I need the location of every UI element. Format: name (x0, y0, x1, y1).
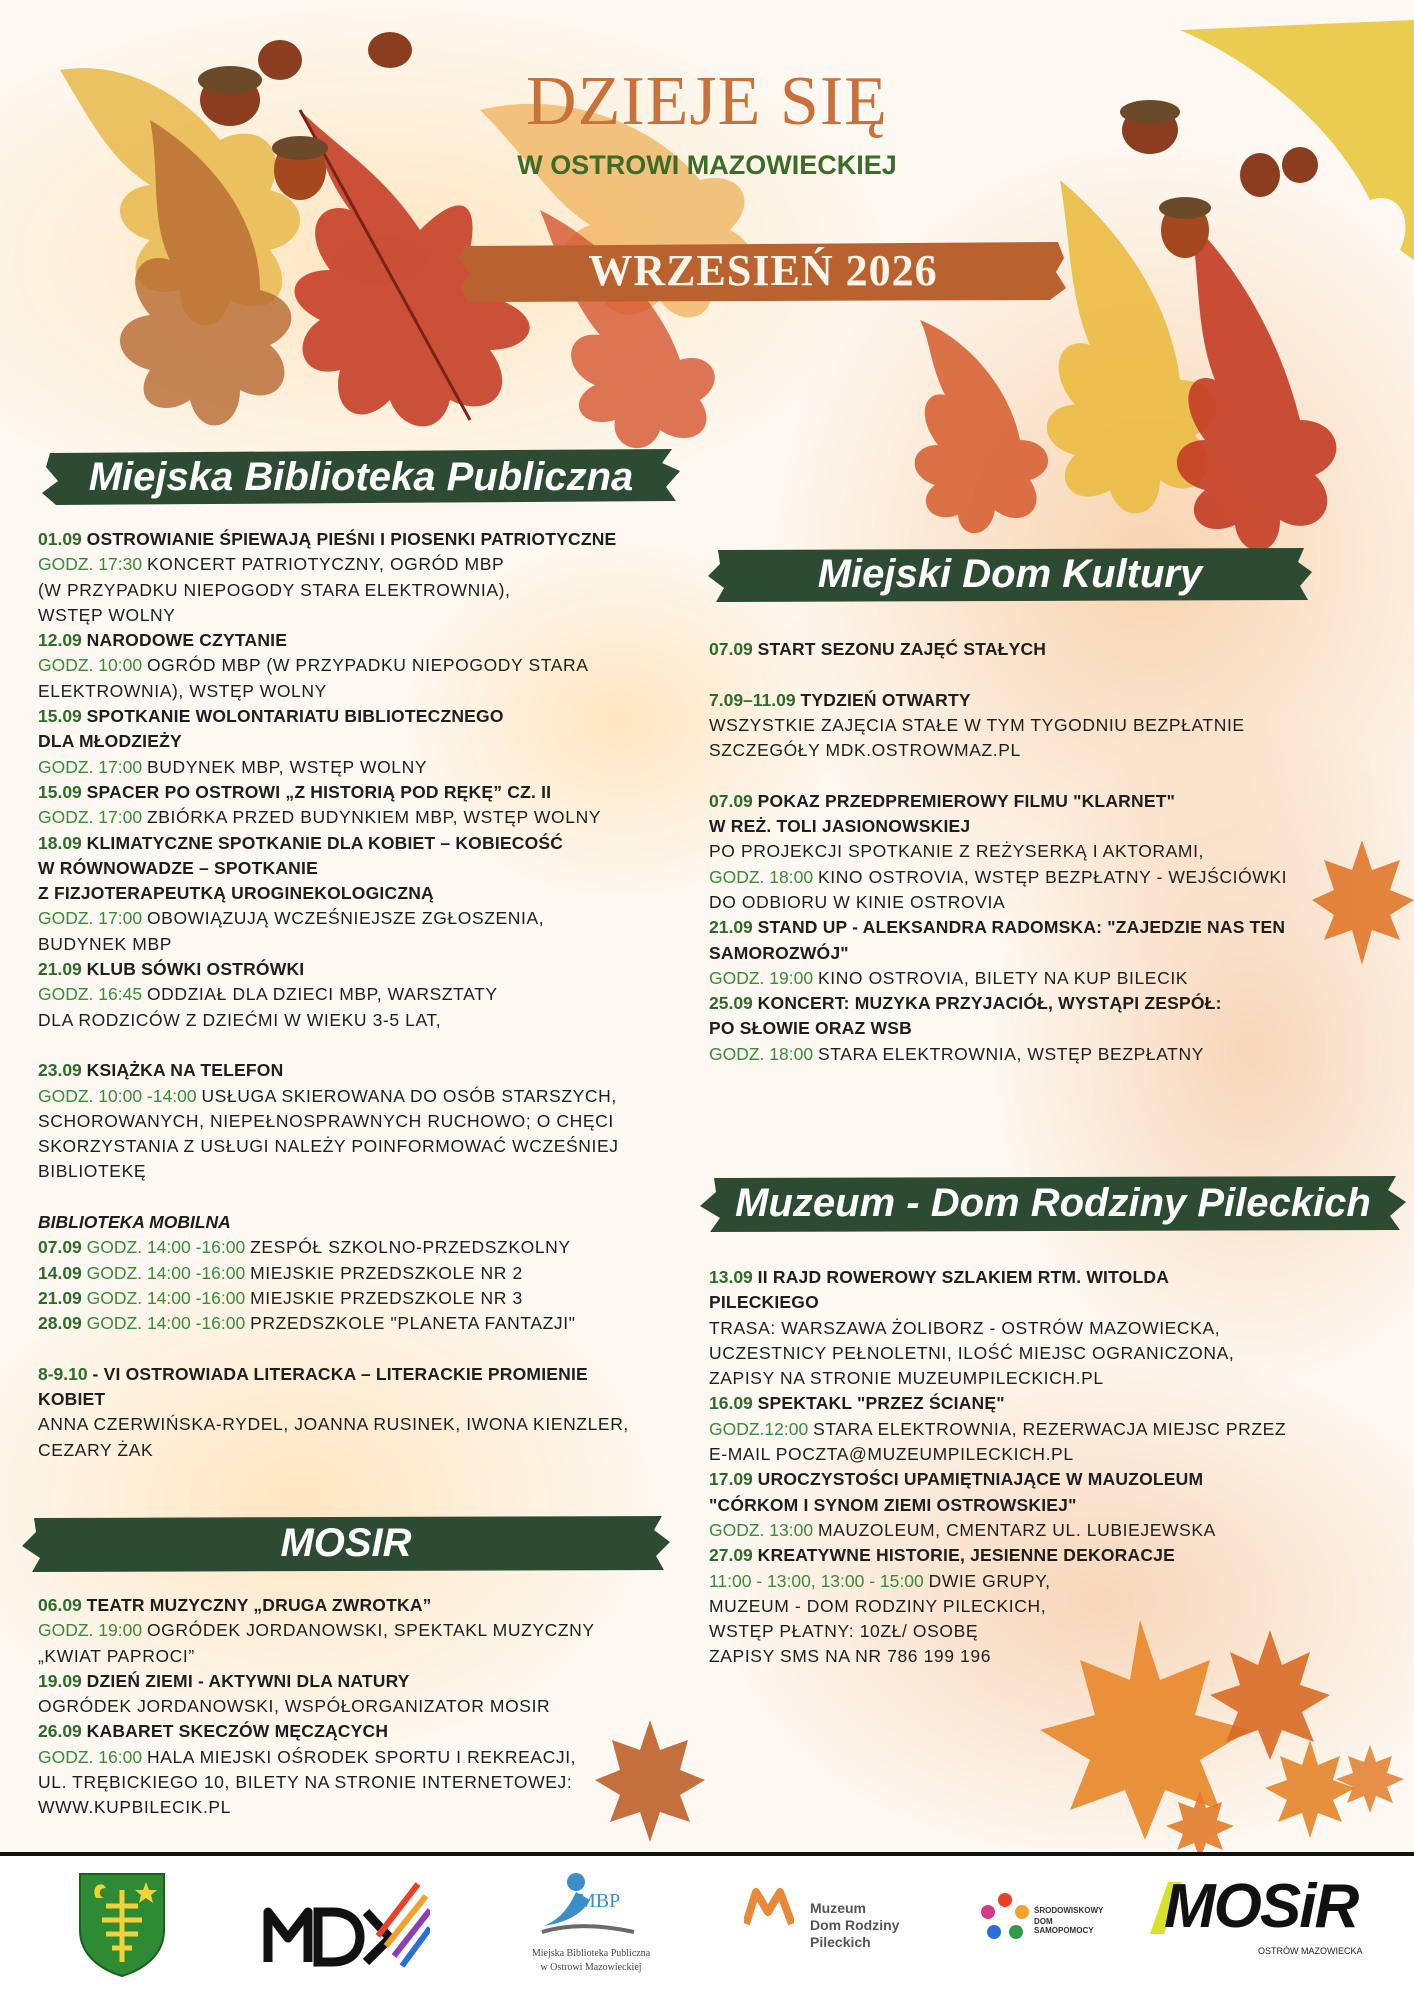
event-line (38, 1412, 698, 1437)
event-title: KOBIET (38, 1389, 106, 1410)
event-details: BIBLIOTEKĘ (38, 1161, 147, 1182)
event-details: ELEKTROWNIA), WSTĘP WOLNY (38, 680, 327, 701)
event-line (38, 1109, 698, 1134)
mbp-name-line1: Miejska Biblioteka Publiczna (531, 1948, 651, 1959)
event-details: KINO OSTROVIA, BILETY NA KUP BILECIK (817, 967, 1189, 988)
event-line (709, 1442, 1399, 1467)
event-line (38, 1008, 698, 1033)
event-details: KONCERT PATRIOTYCZNY, OGRÓD MBP (146, 554, 505, 575)
event-details: ZAPISY SMS NA NR 786 199 196 (709, 1646, 992, 1667)
event-time: GODZ. 10:00 -14:00 (38, 1085, 197, 1106)
muzeum-logo (744, 1882, 914, 1972)
event-time: GODZ. 10:00 (38, 655, 143, 676)
spacer (709, 763, 1389, 788)
banner-mosir (22, 1512, 670, 1574)
event-line (709, 1619, 1399, 1644)
event-line (38, 906, 698, 931)
event-time: GODZ. 19:00 (709, 967, 814, 988)
event-details: OGRÓDEK JORDANOWSKI, SPEKTAKL MUZYCZNY (146, 1620, 595, 1641)
event-title: OSTROWIANIE ŚPIEWAJĄ PIEŚNI I PIOSENKI PATRIOTYCZNE (86, 529, 617, 549)
event-details: WSTĘP PŁATNY: 10ZŁ/ OSOBĘ (709, 1621, 979, 1642)
event-line (38, 1261, 698, 1286)
event-line (38, 1770, 698, 1795)
event-details: „KWIAT PAPROCI” (38, 1645, 195, 1666)
event-title: KSIĄŻKA NA TELEFON (86, 1060, 284, 1081)
event-time: GODZ. 17:00 (38, 807, 143, 828)
event-time: 11:00 - 13:00, 13:00 - 15:00 (709, 1570, 924, 1591)
event-line (709, 991, 1389, 1016)
sds-logo (978, 1890, 1108, 1960)
event-title: KABARET SKECZÓW MĘCZĄCYCH (86, 1721, 389, 1742)
event-time: GODZ. 16:00 (38, 1746, 143, 1767)
event-title: PILECKIEGO (709, 1292, 819, 1313)
event-time: GODZ. 19:00 (38, 1620, 143, 1641)
banner-muzeum-title: Muzeum - Dom Rodziny Pileckich (735, 1180, 1371, 1225)
event-date: 21.09 (709, 917, 753, 938)
event-date: 19.09 (38, 1670, 82, 1691)
event-details: ZESPÓŁ SZKOLNO-PRZEDSZKOLNY (250, 1237, 571, 1258)
event-line (38, 578, 698, 603)
event-date: 13.09 (709, 1267, 753, 1287)
event-date: 16.09 (709, 1393, 753, 1414)
event-line (38, 881, 698, 906)
event-title: DLA MŁODZIEŻY (38, 731, 182, 752)
muzeum-logo-icon (744, 1888, 794, 1926)
event-title: KONCERT: MUZYKA PRZYJACIÓŁ, WYSTĄPI ZESPÓŁ: (757, 993, 1222, 1014)
event-title: W RÓWNOWADZE – SPOTKANIE (38, 857, 318, 878)
event-line (709, 915, 1389, 940)
event-line (709, 814, 1389, 839)
event-details: OGRÓDEK JORDANOWSKI, WSPÓŁORGANIZATOR MOSIR (38, 1696, 551, 1717)
event-line (38, 552, 698, 577)
page-title: DZIEJE SIĘ (526, 63, 888, 140)
muzeum-events (709, 1265, 1399, 1670)
event-line (709, 1016, 1389, 1041)
event-title: PO SŁOWIE ORAZ WSB (709, 1018, 912, 1039)
event-title: KLUB SÓWKI OSTRÓWKI (86, 959, 305, 980)
event-details: STARA ELEKTROWNIA, REZERWACJA MIEJSC PRZEZ (813, 1418, 1287, 1439)
event-line (709, 1569, 1399, 1594)
event-line (38, 527, 698, 552)
event-details: PRZEDSZKOLE "PLANETA FANTAZJI" (250, 1313, 576, 1334)
event-details: MIEJSKIE PRZEDSZKOLE NR 3 (250, 1287, 523, 1308)
event-line (709, 865, 1389, 890)
event-time: GODZ. 13:00 (709, 1519, 814, 1540)
event-title: KREATYWNE HISTORIE, JESIENNE DEKORACJE (757, 1545, 1175, 1566)
event-date: 07.09 (709, 790, 753, 811)
event-details: ANNA CZERWIŃSKA-RYDEL, JOANNA RUSINEK, IWONA KIENZLER, (38, 1414, 629, 1435)
event-time: GODZ.12:00 (709, 1418, 809, 1439)
event-details: KINO OSTROVIA, WSTĘP BEZPŁATNY - WEJŚCIÓWKI (817, 866, 1288, 887)
event-line (38, 1134, 698, 1159)
event-line (38, 679, 698, 704)
event-title: TEATR MUZYCZNY „DRUGA ZWROTKA” (86, 1595, 432, 1615)
event-line (709, 688, 1389, 713)
event-title: W REŻ. TOLI JASIONOWSKIEJ (709, 816, 971, 837)
event-line (38, 1745, 698, 1770)
mosir-logo (1146, 1872, 1372, 1972)
banner-mdk (708, 544, 1312, 604)
event-title: SAMOROZWÓJ" (709, 942, 849, 963)
event-time: GODZ. 17:00 (38, 756, 143, 777)
event-details: SCHOROWANYCH, NIEPEŁNOSPRAWNYCH RUCHOWO; O CHĘCI (38, 1110, 614, 1131)
event-details: ZBIÓRKA PRZED BUDYNKIEM MBP, WSTĘP WOLNY (146, 807, 602, 828)
event-line (709, 1391, 1399, 1416)
event-line (38, 1795, 698, 1820)
event-line (709, 789, 1389, 814)
event-date: 21.09 (38, 1287, 82, 1308)
event-details: DLA RODZICÓW Z DZIEĆMI W WIEKU 3-5 LAT, (38, 1009, 442, 1030)
event-title: Z FIZJOTERAPEUTKĄ UROGINEKOLOGICZNĄ (38, 883, 434, 904)
event-line (709, 738, 1389, 763)
event-line (38, 780, 698, 805)
event-line (709, 637, 1389, 662)
event-details: STARA ELEKTROWNIA, WSTĘP BEZPŁATNY (817, 1043, 1204, 1064)
event-line (709, 890, 1389, 915)
footer-logos (0, 1856, 1414, 2000)
event-details: TRASA: WARSZAWA ŻOLIBORZ - OSTRÓW MAZOWIECKA, (709, 1317, 1221, 1338)
event-time: GODZ. 17:30 (38, 554, 143, 575)
event-date: 7.09–11.09 (709, 689, 796, 710)
event-line (709, 1644, 1399, 1669)
event-details: USŁUGA SKIEROWANA DO OSÓB STARSZYCH, (201, 1085, 617, 1106)
event-line (709, 1290, 1399, 1315)
event-line (38, 1210, 698, 1235)
sds-line1: ŚRODOWISKOWY (1034, 1906, 1104, 1915)
event-line (709, 1493, 1399, 1518)
mbp-logo (516, 1870, 666, 1990)
event-line (709, 1417, 1399, 1442)
event-time: GODZ. 14:00 -16:00 (86, 1287, 246, 1308)
event-line (38, 1286, 698, 1311)
event-line (38, 1694, 698, 1719)
event-line (709, 966, 1389, 991)
mbp-events (38, 527, 698, 1463)
event-title: SPOTKANIE WOLONTARIATU BIBLIOTECZNEGO (86, 706, 504, 727)
event-time: GODZ. 16:45 (38, 984, 143, 1005)
event-date: 12.09 (38, 630, 82, 651)
banner-mbp-title: Miejska Biblioteka Publiczna (88, 454, 634, 499)
event-details: DO ODBIORU W KINIE OSTROVIA (709, 891, 1006, 912)
event-date: 27.09 (709, 1545, 753, 1566)
event-time: GODZ. 18:00 (709, 1043, 814, 1064)
event-line (38, 805, 698, 830)
event-time: GODZ. 18:00 (709, 866, 814, 887)
event-line (38, 755, 698, 780)
event-details: UL. TRĘBICKIEGO 10, BILETY NA STRONIE INTERNETOWEJ: (38, 1772, 573, 1793)
event-details: SKORZYSTANIA Z USŁUGI NALEŻY POINFORMOWAĆ WCZEŚNIEJ (38, 1136, 619, 1157)
event-title: START SEZONU ZAJĘĆ STAŁYCH (757, 639, 1047, 659)
event-time: GODZ. 14:00 -16:00 (86, 1262, 246, 1283)
event-line (38, 932, 698, 957)
mdk-events (709, 637, 1389, 1067)
event-details: BUDYNEK MBP (38, 933, 172, 954)
muzeum-line1: Muzeum (810, 1900, 866, 1916)
event-line (709, 1518, 1399, 1543)
event-line (38, 1593, 698, 1618)
event-line (38, 1362, 698, 1387)
event-details: HALA MIEJSKI OŚRODEK SPORTU I REKREACJI, (146, 1746, 577, 1767)
mbp-short: MBP (578, 1890, 621, 1912)
event-line (38, 1311, 698, 1336)
event-title: SPEKTAKL "PRZEZ ŚCIANĘ" (757, 1393, 1005, 1414)
event-line (709, 713, 1389, 738)
spacer (709, 662, 1389, 687)
event-details: ZAPISY NA STRONIE MUZEUMPILECKICH.PL (709, 1368, 1104, 1389)
event-time: GODZ. 14:00 -16:00 (86, 1237, 246, 1258)
event-details: SZCZEGÓŁY MDK.OSTROWMAZ.PL (709, 740, 1021, 761)
event-date: 25.09 (709, 993, 753, 1014)
event-line (38, 653, 698, 678)
page-subtitle: W OSTROWI MAZOWIECKIEJ (517, 150, 897, 180)
event-line (38, 856, 698, 881)
muzeum-line2: Dom Rodziny (810, 1917, 900, 1933)
coat-of-arms-icon (76, 1870, 168, 1978)
event-line (38, 831, 698, 856)
event-date: 8-9.10 (38, 1363, 88, 1384)
event-details: WSTĘP WOLNY (38, 604, 176, 625)
event-details: CEZARY ŻAK (38, 1439, 154, 1460)
event-title: KLIMATYCZNE SPOTKANIE DLA KOBIET – KOBIECOŚĆ (86, 832, 564, 853)
event-line (38, 704, 698, 729)
event-line (709, 1467, 1399, 1492)
mosir-events (38, 1593, 698, 1821)
event-line (38, 1438, 698, 1463)
event-line (38, 1084, 698, 1109)
event-line (709, 839, 1389, 864)
event-line (709, 1042, 1389, 1067)
event-date: 07.09 (709, 639, 753, 659)
event-date: 23.09 (38, 1060, 82, 1081)
mbp-name-line2: w Ostrowi Mazowieckiej (540, 1962, 642, 1973)
event-line (38, 1235, 698, 1260)
event-line (38, 628, 698, 653)
event-title: STAND UP - ALEKSANDRA RADOMSKA: "ZAJEDZIE NAS TEN (757, 917, 1286, 938)
banner-mdk-title: Miejski Dom Kultury (817, 551, 1203, 596)
event-title: TYDZIEŃ OTWARTY (800, 689, 971, 710)
event-line (709, 1366, 1399, 1391)
spacer (38, 1033, 698, 1058)
event-line (709, 1316, 1399, 1341)
event-line (38, 1387, 698, 1412)
event-line (38, 1058, 698, 1083)
event-details: BUDYNEK MBP, WSTĘP WOLNY (146, 756, 428, 777)
mosir-wordmark: MOSiR (1164, 1872, 1358, 1941)
event-title: II RAJD ROWEROWY SZLAKIEM RTM. WITOLDA (757, 1267, 1170, 1287)
event-date: 17.09 (709, 1469, 753, 1490)
muzeum-line3: Pileckich (810, 1934, 871, 1950)
event-title: - VI OSTROWIADA LITERACKA – LITERACKIE PROMIENIE (92, 1363, 588, 1384)
event-line (709, 1543, 1399, 1568)
event-line (38, 1644, 698, 1669)
event-date: 21.09 (38, 959, 82, 980)
event-date: 01.09 (38, 529, 82, 549)
month-label: WRZESIEŃ 2026 (588, 246, 938, 295)
event-date: 06.09 (38, 1595, 82, 1615)
event-line (38, 603, 698, 628)
event-details: OBOWIĄZUJĄ WCZEŚNIEJSZE ZGŁOSZENIA, (146, 908, 545, 929)
event-line (38, 982, 698, 1007)
event-time: GODZ. 17:00 (38, 908, 143, 929)
event-title: "CÓRKOM I SYNOM ZIEMI OSTROWSKIEJ" (709, 1494, 1077, 1515)
event-date: 07.09 (38, 1237, 82, 1258)
sds-logo-icon (978, 1890, 1032, 1944)
event-line (38, 1618, 698, 1643)
event-date: 15.09 (38, 781, 82, 802)
spacer (38, 1337, 698, 1362)
event-date: 18.09 (38, 832, 82, 853)
mdk-logo-icon (262, 1876, 430, 1976)
event-details: MIEJSKIE PRZEDSZKOLE NR 2 (250, 1262, 523, 1283)
event-details: WWW.KUPBILECIK.PL (38, 1797, 232, 1818)
event-details: MAUZOLEUM, CMENTARZ UL. LUBIEJEWSKA (817, 1519, 1216, 1540)
event-date: 26.09 (38, 1721, 82, 1742)
event-details: (W PRZYPADKU NIEPOGODY STARA ELEKTROWNIA), (38, 579, 511, 600)
event-line (709, 1594, 1399, 1619)
event-date: 28.09 (38, 1313, 82, 1334)
event-details: DWIE GRUPY, (928, 1570, 1051, 1591)
event-title: POKAZ PRZEDPREMIEROWY FILMU "KLARNET" (757, 790, 1176, 811)
banner-mosir-title: MOSIR (280, 1520, 412, 1565)
event-date: 15.09 (38, 706, 82, 727)
event-title: NARODOWE CZYTANIE (86, 630, 288, 651)
mosir-subtitle: OSTRÓW MAZOWIECKA (1258, 1946, 1363, 1956)
event-line (38, 957, 698, 982)
event-line (38, 1159, 698, 1184)
event-line (709, 941, 1389, 966)
event-title: DZIEŃ ZIEMI - AKTYWNI DLA NATURY (86, 1670, 410, 1691)
event-details: MUZEUM - DOM RODZINY PILECKICH, (709, 1595, 1047, 1616)
sds-line2: DOM SAMOPOMOCY (1034, 1917, 1094, 1935)
event-details: E-MAIL POCZTA@MUZEUMPILECKICH.PL (709, 1444, 1074, 1465)
spacer (38, 1185, 698, 1210)
event-title: UROCZYSTOŚCI UPAMIĘTNIAJĄCE W MAUZOLEUM (757, 1469, 1204, 1490)
banner-mbp (42, 447, 680, 507)
event-details: PO PROJEKCJI SPOTKANIE Z REŻYSERKĄ I AKTORAMI, (709, 841, 1205, 862)
event-details: OGRÓD MBP (W PRZYPADKU NIEPOGODY STARA (146, 655, 589, 676)
event-date: 14.09 (38, 1262, 82, 1283)
event-time: GODZ. 14:00 -16:00 (86, 1313, 246, 1334)
event-line (38, 1719, 698, 1744)
event-line (38, 729, 698, 754)
event-line (709, 1341, 1399, 1366)
event-details: ODDZIAŁ DLA DZIECI MBP, WARSZTATY (146, 984, 498, 1005)
event-subheading: BIBLIOTEKA MOBILNA (38, 1212, 231, 1233)
event-line (38, 1669, 698, 1694)
event-details: WSZYSTKIE ZAJĘCIA STAŁE W TYM TYGODNIU BEZPŁATNIE (709, 714, 1245, 735)
event-line (709, 1265, 1399, 1290)
event-details: UCZESTNICY PEŁNOLETNI, ILOŚĆ MIEJSC OGRANICZONA, (709, 1342, 1235, 1363)
banner-muzeum (700, 1172, 1406, 1234)
event-title: SPACER PO OSTROWI „Z HISTORIĄ POD RĘKĘ” CZ. II (86, 781, 552, 802)
